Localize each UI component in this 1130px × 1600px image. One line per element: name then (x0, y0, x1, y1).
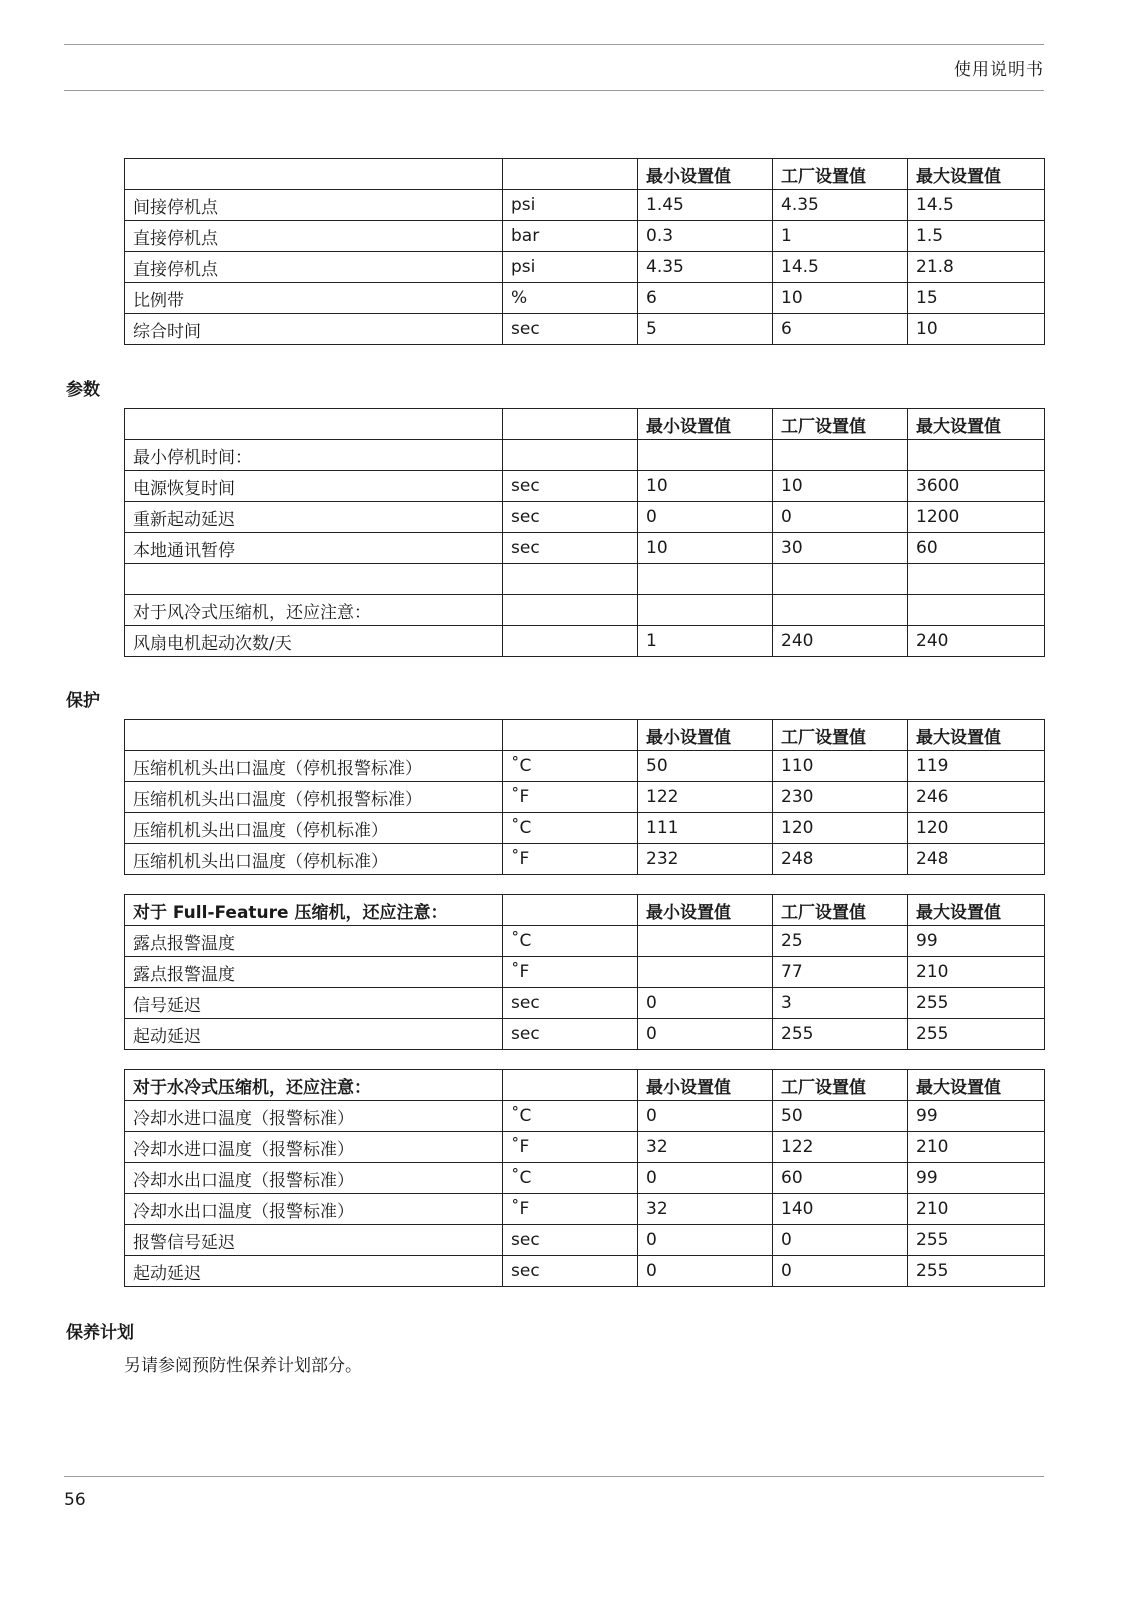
max-value-cell: 10 (908, 314, 1045, 345)
unit-header-cell (503, 895, 638, 926)
table-row (125, 988, 1045, 1019)
table-row (125, 1101, 1045, 1132)
param-name-cell: 重新起动延迟 (125, 502, 503, 533)
unit-cell: ˚C (503, 1101, 638, 1132)
unit-cell: sec (503, 1019, 638, 1050)
unit-cell: sec (503, 1225, 638, 1256)
min-value-cell: 32 (638, 1132, 773, 1163)
min-header-cell: 最小设置值 (638, 1070, 773, 1101)
table-row (125, 190, 1045, 221)
max-value-cell (908, 595, 1045, 626)
min-header-cell: 最小设置值 (638, 720, 773, 751)
max-value-cell: 3600 (908, 471, 1045, 502)
factory-value-cell: 240 (773, 626, 908, 657)
factory-header-cell: 工厂设置值 (773, 720, 908, 751)
min-value-cell: 0 (638, 1256, 773, 1287)
param-name-cell: 压缩机机头出口温度（停机报警标准） (125, 751, 503, 782)
table-row (125, 926, 1045, 957)
header-bottom-rule (64, 90, 1044, 91)
max-header-cell: 最大设置值 (908, 720, 1045, 751)
table-title-cell (125, 720, 503, 751)
param-name-cell: 冷却水出口温度（报警标准） (125, 1194, 503, 1225)
table-row (125, 813, 1045, 844)
unit-cell: ˚C (503, 813, 638, 844)
max-value-cell: 255 (908, 1019, 1045, 1050)
table-header-row (125, 895, 1045, 926)
min-header-cell: 最小设置值 (638, 159, 773, 190)
unit-cell: % (503, 283, 638, 314)
min-value-cell: 32 (638, 1194, 773, 1225)
unit-header-cell (503, 1070, 638, 1101)
min-value-cell: 0.3 (638, 221, 773, 252)
table-title-cell (125, 409, 503, 440)
min-value-cell: 5 (638, 314, 773, 345)
param-name-cell: 比例带 (125, 283, 503, 314)
factory-header-cell: 工厂设置值 (773, 159, 908, 190)
water-cooled-table (124, 1069, 1045, 1287)
unit-cell: ˚F (503, 844, 638, 875)
factory-value-cell: 14.5 (773, 252, 908, 283)
factory-value-cell: 120 (773, 813, 908, 844)
factory-value-cell: 110 (773, 751, 908, 782)
section-heading-protection: 保护 (66, 691, 100, 711)
param-name-cell: 报警信号延迟 (125, 1225, 503, 1256)
max-value-cell: 15 (908, 283, 1045, 314)
unit-cell (503, 440, 638, 471)
min-value-cell: 1.45 (638, 190, 773, 221)
max-header-cell: 最大设置值 (908, 895, 1045, 926)
min-value-cell: 1 (638, 626, 773, 657)
unit-cell: ˚F (503, 1194, 638, 1225)
factory-value-cell (773, 440, 908, 471)
max-value-cell: 240 (908, 626, 1045, 657)
max-value-cell: 210 (908, 1132, 1045, 1163)
footer-rule (64, 1476, 1044, 1477)
unit-cell: sec (503, 471, 638, 502)
min-value-cell (638, 564, 773, 595)
max-value-cell (908, 440, 1045, 471)
param-name-cell: 最小停机时间： (125, 440, 503, 471)
param-name-cell: 信号延迟 (125, 988, 503, 1019)
param-name-cell: 起动延迟 (125, 1256, 503, 1287)
table-title-cell: 对于水冷式压缩机，还应注意： (125, 1070, 503, 1101)
factory-value-cell: 140 (773, 1194, 908, 1225)
table-row (125, 957, 1045, 988)
max-value-cell (908, 564, 1045, 595)
table-title-cell (125, 159, 503, 190)
min-value-cell: 232 (638, 844, 773, 875)
max-value-cell: 255 (908, 1225, 1045, 1256)
factory-value-cell: 0 (773, 502, 908, 533)
factory-value-cell: 77 (773, 957, 908, 988)
factory-value-cell: 0 (773, 1256, 908, 1287)
unit-cell: ˚C (503, 751, 638, 782)
factory-value-cell: 122 (773, 1132, 908, 1163)
unit-cell: sec (503, 533, 638, 564)
max-value-cell: 248 (908, 844, 1045, 875)
unit-cell: sec (503, 988, 638, 1019)
factory-value-cell (773, 595, 908, 626)
max-value-cell: 14.5 (908, 190, 1045, 221)
table-row (125, 1019, 1045, 1050)
full-feature-table (124, 894, 1045, 1050)
table-row (125, 626, 1045, 657)
param-name-cell: 对于风冷式压缩机，还应注意： (125, 595, 503, 626)
min-value-cell (638, 926, 773, 957)
table-row (125, 221, 1045, 252)
factory-value-cell: 0 (773, 1225, 908, 1256)
table-row (125, 782, 1045, 813)
max-value-cell: 99 (908, 926, 1045, 957)
max-value-cell: 246 (908, 782, 1045, 813)
factory-value-cell: 50 (773, 1101, 908, 1132)
maintenance-note: 另请参阅预防性保养计划部分。 (124, 1356, 362, 1376)
table-row (125, 1132, 1045, 1163)
page-number: 56 (64, 1490, 86, 1510)
unit-cell: ˚C (503, 926, 638, 957)
param-name-cell: 间接停机点 (125, 190, 503, 221)
unit-cell: psi (503, 190, 638, 221)
min-value-cell (638, 957, 773, 988)
unit-cell: ˚C (503, 1163, 638, 1194)
factory-value-cell: 6 (773, 314, 908, 345)
max-value-cell: 1200 (908, 502, 1045, 533)
max-value-cell: 210 (908, 1194, 1045, 1225)
unit-cell: sec (503, 1256, 638, 1287)
min-value-cell: 6 (638, 283, 773, 314)
table-row (125, 1163, 1045, 1194)
factory-value-cell: 1 (773, 221, 908, 252)
table-title-cell: 对于 Full-Feature 压缩机，还应注意： (125, 895, 503, 926)
factory-value-cell: 10 (773, 283, 908, 314)
section-heading-maintenance: 保养计划 (66, 1323, 134, 1343)
max-value-cell: 60 (908, 533, 1045, 564)
factory-value-cell: 25 (773, 926, 908, 957)
param-name-cell: 冷却水出口温度（报警标准） (125, 1163, 503, 1194)
min-header-cell: 最小设置值 (638, 409, 773, 440)
parameters-table (124, 408, 1045, 657)
unit-cell: ˚F (503, 1132, 638, 1163)
protection-table (124, 719, 1045, 875)
factory-value-cell: 255 (773, 1019, 908, 1050)
unit-cell: sec (503, 502, 638, 533)
factory-value-cell: 10 (773, 471, 908, 502)
section-heading-parameters: 参数 (66, 380, 100, 400)
table-row (125, 314, 1045, 345)
max-value-cell: 1.5 (908, 221, 1045, 252)
min-value-cell (638, 440, 773, 471)
unit-cell: ˚F (503, 782, 638, 813)
unit-cell (503, 564, 638, 595)
table-row (125, 844, 1045, 875)
min-value-cell: 0 (638, 988, 773, 1019)
param-name-cell: 直接停机点 (125, 221, 503, 252)
factory-value-cell: 3 (773, 988, 908, 1019)
param-name-cell: 风扇电机起动次数/天 (125, 626, 503, 657)
param-name-cell: 压缩机机头出口温度（停机标准） (125, 844, 503, 875)
table-header-row (125, 1070, 1045, 1101)
unit-header-cell (503, 409, 638, 440)
max-value-cell: 99 (908, 1101, 1045, 1132)
min-value-cell: 0 (638, 1019, 773, 1050)
factory-value-cell (773, 564, 908, 595)
document-title: 使用说明书 (954, 60, 1044, 80)
table-header-row (125, 409, 1045, 440)
max-value-cell: 120 (908, 813, 1045, 844)
max-value-cell: 99 (908, 1163, 1045, 1194)
max-header-cell: 最大设置值 (908, 409, 1045, 440)
factory-value-cell: 30 (773, 533, 908, 564)
min-value-cell: 0 (638, 502, 773, 533)
table-row (125, 283, 1045, 314)
table-row (125, 502, 1045, 533)
param-name-cell: 冷却水进口温度（报警标准） (125, 1132, 503, 1163)
param-name-cell: 本地通讯暂停 (125, 533, 503, 564)
setpoint-table (124, 158, 1045, 345)
header-top-rule (64, 44, 1044, 45)
param-name-cell: 综合时间 (125, 314, 503, 345)
unit-cell: ˚F (503, 957, 638, 988)
unit-cell (503, 595, 638, 626)
unit-cell: psi (503, 252, 638, 283)
table-header-row (125, 720, 1045, 751)
min-value-cell: 4.35 (638, 252, 773, 283)
unit-header-cell (503, 159, 638, 190)
min-value-cell: 10 (638, 533, 773, 564)
table-row (125, 1225, 1045, 1256)
factory-value-cell: 230 (773, 782, 908, 813)
table-row (125, 471, 1045, 502)
min-value-cell: 10 (638, 471, 773, 502)
min-header-cell: 最小设置值 (638, 895, 773, 926)
factory-header-cell: 工厂设置值 (773, 895, 908, 926)
param-name-cell: 压缩机机头出口温度（停机报警标准） (125, 782, 503, 813)
table-row (125, 595, 1045, 626)
min-value-cell: 0 (638, 1225, 773, 1256)
param-name-cell: 冷却水进口温度（报警标准） (125, 1101, 503, 1132)
param-name-cell: 直接停机点 (125, 252, 503, 283)
table-row (125, 1256, 1045, 1287)
unit-cell: sec (503, 314, 638, 345)
param-name-cell: 露点报警温度 (125, 926, 503, 957)
table-row (125, 533, 1045, 564)
max-value-cell: 21.8 (908, 252, 1045, 283)
param-name-cell: 电源恢复时间 (125, 471, 503, 502)
table-row (125, 440, 1045, 471)
factory-header-cell: 工厂设置值 (773, 409, 908, 440)
table-row (125, 252, 1045, 283)
min-value-cell (638, 595, 773, 626)
param-name-cell: 起动延迟 (125, 1019, 503, 1050)
min-value-cell: 50 (638, 751, 773, 782)
max-value-cell: 210 (908, 957, 1045, 988)
table-header-row (125, 159, 1045, 190)
table-row (125, 564, 1045, 595)
min-value-cell: 0 (638, 1163, 773, 1194)
max-value-cell: 255 (908, 988, 1045, 1019)
factory-header-cell: 工厂设置值 (773, 1070, 908, 1101)
max-value-cell: 119 (908, 751, 1045, 782)
unit-header-cell (503, 720, 638, 751)
min-value-cell: 0 (638, 1101, 773, 1132)
factory-value-cell: 248 (773, 844, 908, 875)
min-value-cell: 122 (638, 782, 773, 813)
table-row (125, 1194, 1045, 1225)
min-value-cell: 111 (638, 813, 773, 844)
param-name-cell (125, 564, 503, 595)
unit-cell (503, 626, 638, 657)
unit-cell: bar (503, 221, 638, 252)
max-header-cell: 最大设置值 (908, 159, 1045, 190)
param-name-cell: 露点报警温度 (125, 957, 503, 988)
factory-value-cell: 60 (773, 1163, 908, 1194)
factory-value-cell: 4.35 (773, 190, 908, 221)
max-value-cell: 255 (908, 1256, 1045, 1287)
max-header-cell: 最大设置值 (908, 1070, 1045, 1101)
param-name-cell: 压缩机机头出口温度（停机标准） (125, 813, 503, 844)
table-row (125, 751, 1045, 782)
